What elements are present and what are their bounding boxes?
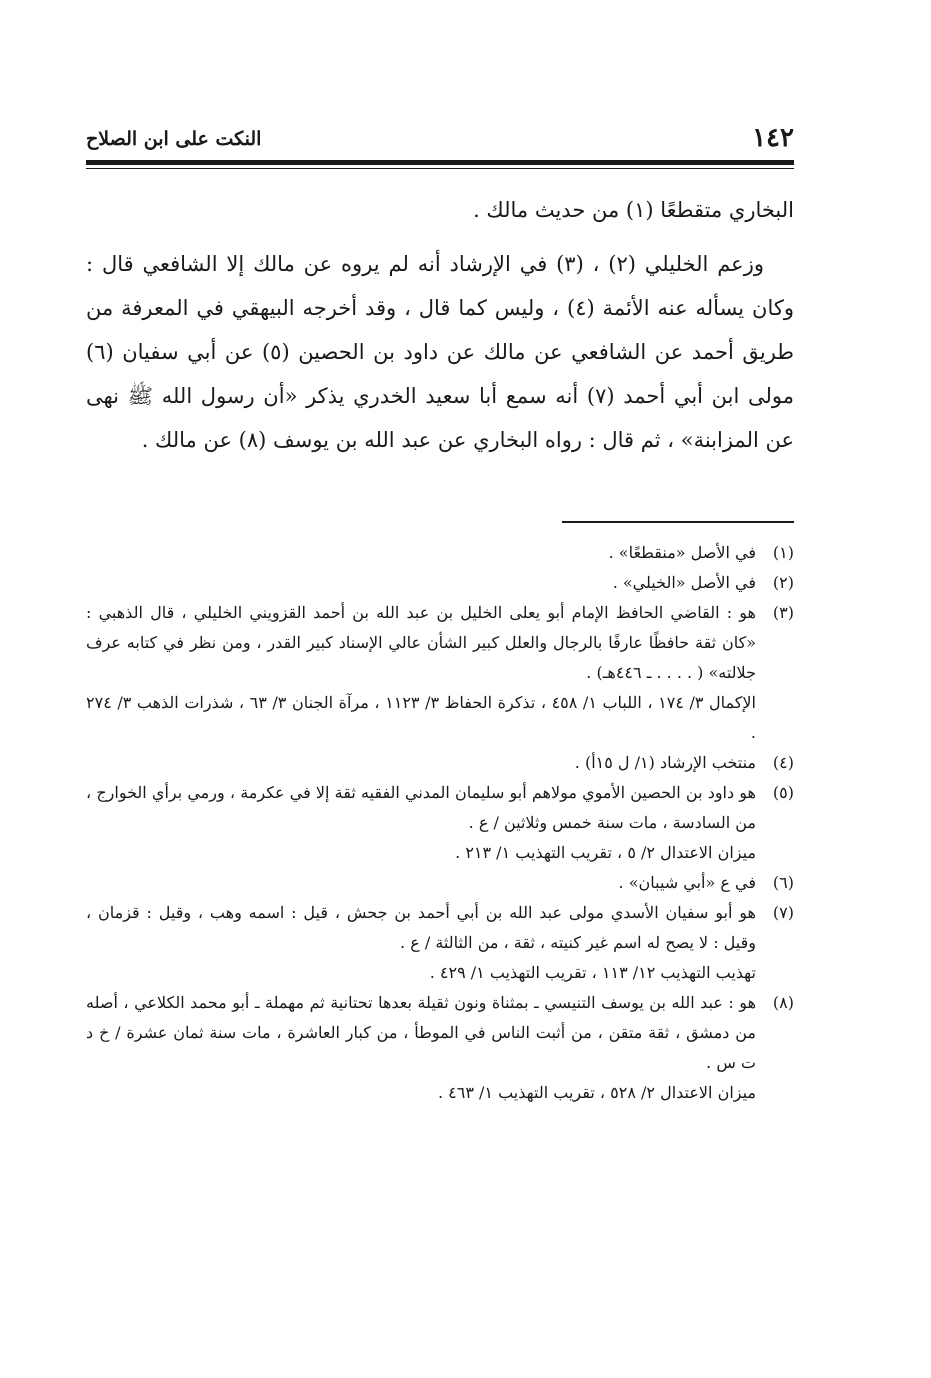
footnote [86, 898, 794, 988]
running-title: النكت على ابن الصلاح [86, 128, 262, 150]
footnote-number: (٢) [772, 573, 794, 592]
footnote-text: منتخب الإرشاد (١/ ل ١٥أ) . [574, 753, 756, 772]
paragraph: وزعم الخليلي (٢) ، (٣) في الإرشاد أنه لم يروه عن مالك إلا الشافعي قال : وكان يسأله عنه الأئمة (٤) ، وليس كما قال ، وقد أخرجه البيهقي في المعرفة من طريق أحمد عن الشافعي عن مالك عن داود بن الحصين (٥) عن أبي سفيان (٦) مولى ابن أبي أحمد (٧) أنه سمع أبا سعيد الخدري يذكر «أن رسول الله ﷺ نهى عن المزابنة» ، ثم قال : رواه البخاري عن عبد الله بن يوسف (٨) عن مالك . [86, 252, 795, 452]
footnote-number: (١) [772, 543, 794, 562]
footnote-text: في الأصل «منقطعًا» . [608, 543, 756, 562]
footnote-number: (٦) [772, 873, 794, 892]
footnote [86, 568, 794, 598]
page-number: ١٤٢ [752, 123, 794, 153]
footnote-number: (٨) [772, 993, 794, 1012]
footnote-number: (٣) [772, 603, 794, 622]
main-text [86, 188, 794, 462]
footnote-number: (٧) [772, 903, 794, 922]
footnote [86, 598, 794, 748]
footnote-reference: الإكمال ٣/ ١٧٤ ، اللباب ١/ ٤٥٨ ، تذكرة الحفاظ ٣/ ١١٢٣ ، مرآة الجنان ٣/ ٦٣ ، شذرات الذهب ٣/ ٢٧٤ . [86, 693, 756, 742]
footnote-text: في ع «أبي شيبان» . [618, 873, 756, 892]
footnote [86, 538, 794, 568]
footnote-reference: ميزان الاعتدال ٢/ ٥ ، تقريب التهذيب ١/ ٢١٣ . [455, 843, 756, 862]
footnote-text: في الأصل «الخيلي» . [612, 573, 756, 592]
running-header [86, 118, 794, 160]
footnote [86, 868, 794, 898]
footnote-number: (٤) [772, 753, 794, 772]
footnote [86, 748, 794, 778]
footnote-reference: تهذيب التهذيب ١٢/ ١١٣ ، تقريب التهذيب ١/ ٤٢٩ . [429, 963, 756, 982]
footnote-text: هو : عبد الله بن يوسف التنيسي ـ بمثناة ونون ثقيلة بعدها تحتانية ثم مهملة ـ أبو محمد الكلاعي ، أصله من دمشق ، ثقة متقن ، من أثبت الناس في الموطأ ، من كبار العاشرة ، مات سنة ثمان عشرة / خ د ت س . [86, 993, 756, 1072]
paragraph: البخاري متقطعًا (١) من حديث مالك . [473, 198, 794, 222]
footnote-text: هو داود بن الحصين الأموي مولاهم أبو سليمان المدني الفقيه ثقة إلا في عكرمة ، ورمي برأي الخوارج ، من السادسة ، مات سنة خمس وثلاثين / ع . [86, 783, 756, 832]
footnote-reference: ميزان الاعتدال ٢/ ٥٢٨ ، تقريب التهذيب ١/ ٤٦٣ . [437, 1083, 756, 1102]
footnote [86, 988, 794, 1108]
header-rule-thick [86, 160, 794, 165]
footnote-text: هو أبو سفيان الأسدي مولى عبد الله بن أبي أحمد بن جحش ، قيل : اسمه وهب ، وقيل : قزمان ، وقيل : لا يصح له اسم غير كنيته ، ثقة ، من الثالثة / ع . [86, 903, 756, 952]
header-rule-thin [86, 168, 794, 169]
footnote-separator [562, 521, 794, 523]
footnote-number: (٥) [772, 783, 794, 802]
footnote [86, 778, 794, 868]
footnote-text: هو : القاضي الحافظ الإمام أبو يعلى الخليل بن عبد الله بن أحمد القزويني الخليلي ، قال الذهبي : «كان ثقة حافظًا عارفًا بالرجال والعلل كبير الشأن عالي الإسناد كبير القدر ، ومن نظر في كتابه عرف جلالته» ( . . . . ـ ٤٤٦هـ) . [86, 603, 757, 682]
footnotes [86, 538, 794, 1108]
